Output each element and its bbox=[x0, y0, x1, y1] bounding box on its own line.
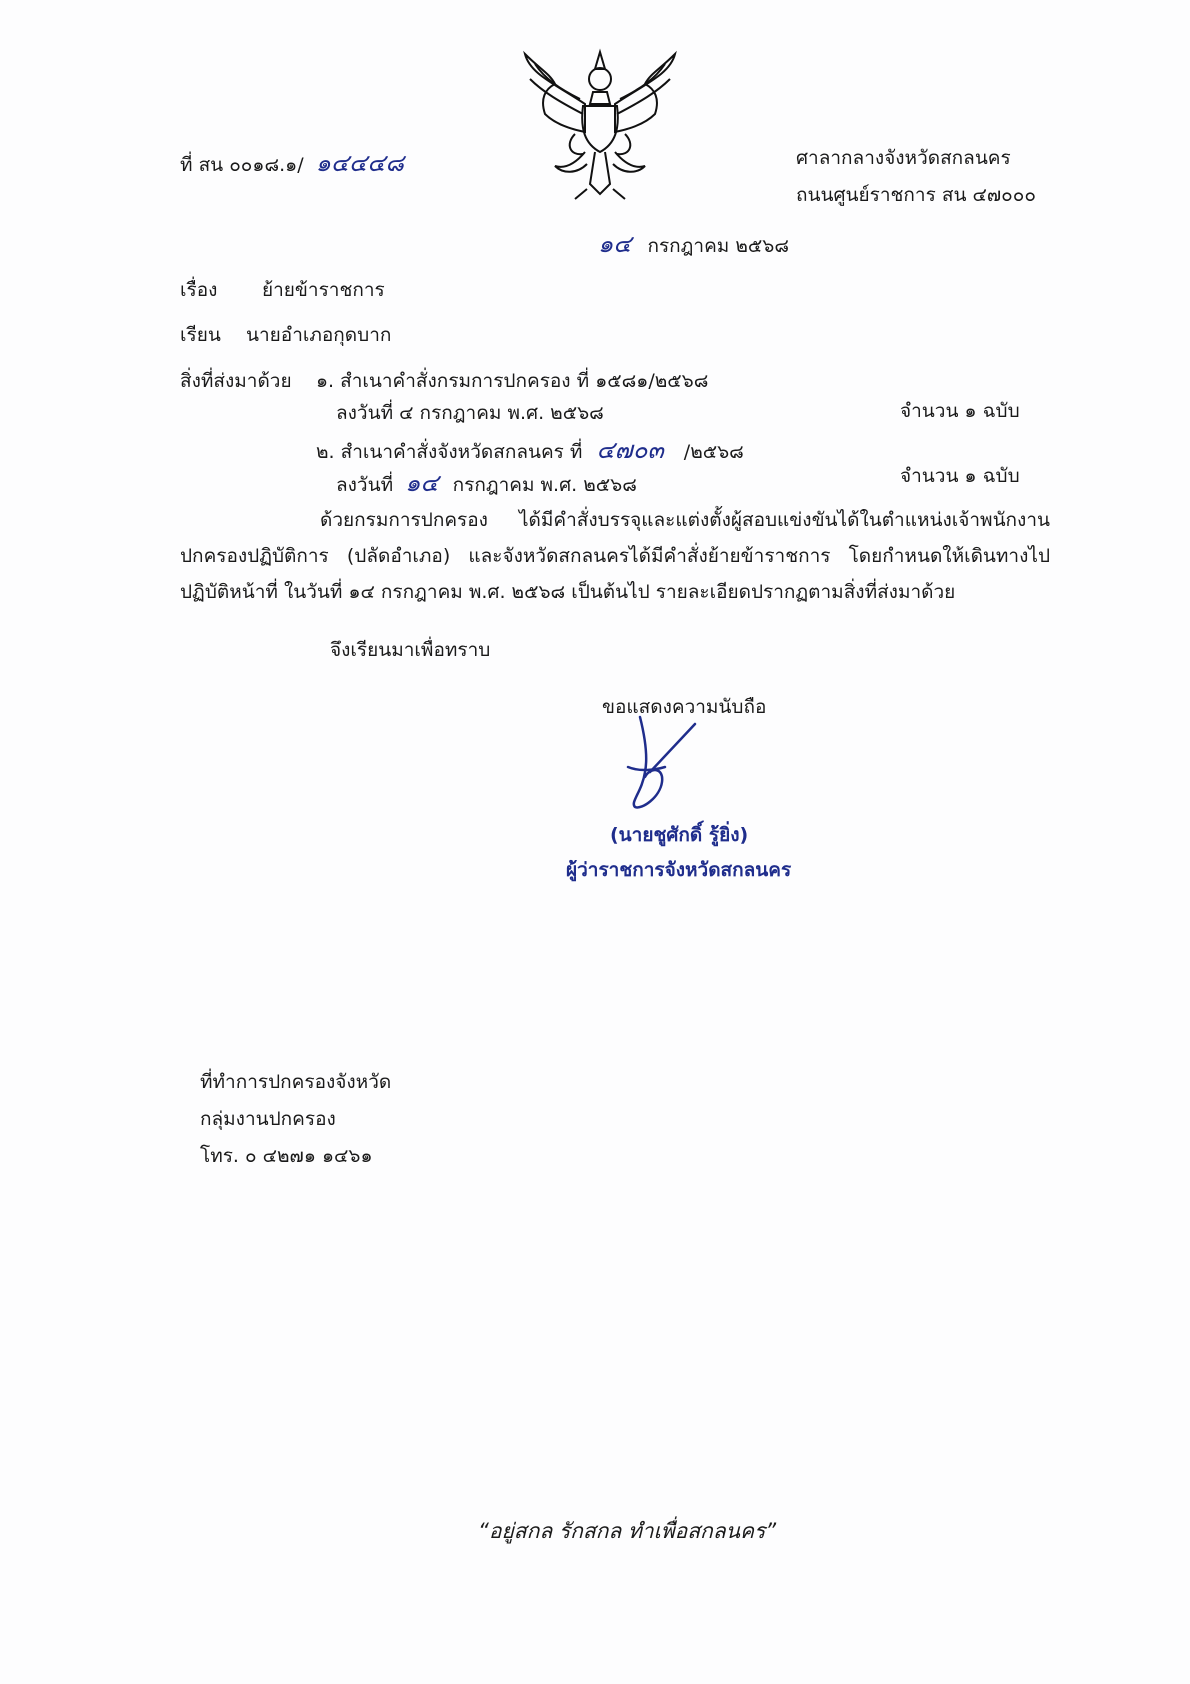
garuda-emblem-icon bbox=[515, 44, 685, 204]
document-number-handwritten: ๑๔๔๔๘ bbox=[315, 149, 404, 177]
handwritten-signature-icon bbox=[620, 712, 710, 812]
document-date-rest: กรกฎาคม ๒๕๖๘ bbox=[647, 235, 789, 257]
document-date-day: ๑๔ bbox=[598, 230, 632, 258]
closing-request: จึงเรียนมาเพื่อทราบ bbox=[330, 639, 491, 661]
enclosure-2-date-day: ๑๔ bbox=[405, 469, 439, 497]
body-paragraph bbox=[180, 502, 1050, 610]
addressee-value: นายอำเภอกุดบาก bbox=[246, 324, 392, 346]
enclosure-1-line2: ลงวันที่ ๔ กรกฎาคม พ.ศ. ๒๕๖๘ bbox=[336, 402, 604, 424]
document-date bbox=[598, 224, 789, 263]
office-address-line2: ถนนศูนย์ราชการ สน ๔๗๐๐๐ bbox=[796, 184, 1036, 206]
footer-unit-line2: กลุ่มงานปกครอง bbox=[200, 1108, 336, 1130]
enclosure-1-line1: ๑. สำเนาคำสั่งกรมการปกครอง ที่ ๑๕๘๑/๒๕๖๘ bbox=[316, 370, 709, 392]
enclosure-2-order-number: ๔๗๐๓ bbox=[596, 436, 664, 464]
addressee-label: เรียน bbox=[180, 324, 221, 346]
footer-phone: โทร. ๐ ๔๒๗๑ ๑๔๖๑ bbox=[200, 1145, 373, 1167]
document-number-prefix: ที่ สน ๐๐๑๘.๑/ bbox=[180, 154, 304, 176]
footer-unit-line1: ที่ทำการปกครองจังหวัด bbox=[200, 1071, 392, 1093]
enclosure-2-count: จำนวน ๑ ฉบับ bbox=[900, 465, 1020, 487]
signatory-position: ผู้ว่าราชการจังหวัดสกลนคร bbox=[566, 859, 792, 881]
enclosure-2-prefix: ๒. สำเนาคำสั่งจังหวัดสกลนคร ที่ bbox=[316, 441, 583, 463]
body-paragraph-text: ด้วยกรมการปกครอง ได้มีคำสั่งบรรจุและแต่งตั้งผู้สอบแข่งขันได้ในตำแหน่งเจ้าพนักงานปกครองปฏิบัติการ (ปลัดอำเภอ) และจังหวัดสกลนครได้มีคำสั่งย้ายข้าราชการ โดยกำหนดให้เดินทางไปปฏิบัติหน้าที่ ในวันที่ ๑๔ กรกฎาคม พ.ศ. ๒๕๖๘ เป็นต้นไป รายละเอียดปรากฏตามสิ่งที่ส่งมาด้วย bbox=[180, 509, 1050, 603]
signature-closing: ขอแสดงความนับถือ bbox=[602, 696, 767, 718]
subject-label: เรื่อง bbox=[180, 279, 218, 301]
enclosure-2-line2 bbox=[336, 463, 637, 502]
subject-value: ย้ายข้าราชการ bbox=[262, 279, 385, 301]
office-address-line1: ศาลากลางจังหวัดสกลนคร bbox=[796, 147, 1011, 169]
enclosure-1-count: จำนวน ๑ ฉบับ bbox=[900, 400, 1020, 422]
slogan: “อยู่สกล รักสกล ทำเพื่อสกลนคร” bbox=[478, 1519, 777, 1543]
document-number bbox=[180, 143, 404, 182]
enclosure-2-date-prefix: ลงวันที่ bbox=[336, 474, 394, 496]
signatory-name: (นายชูศักดิ์ รู้ยิ่ง) bbox=[610, 824, 749, 846]
enclosure-2-suffix: /๒๕๖๘ bbox=[683, 441, 744, 463]
enclosures-label: สิ่งที่ส่งมาด้วย bbox=[180, 370, 292, 392]
enclosure-2-date-rest: กรกฎาคม พ.ศ. ๒๕๖๘ bbox=[452, 474, 637, 496]
